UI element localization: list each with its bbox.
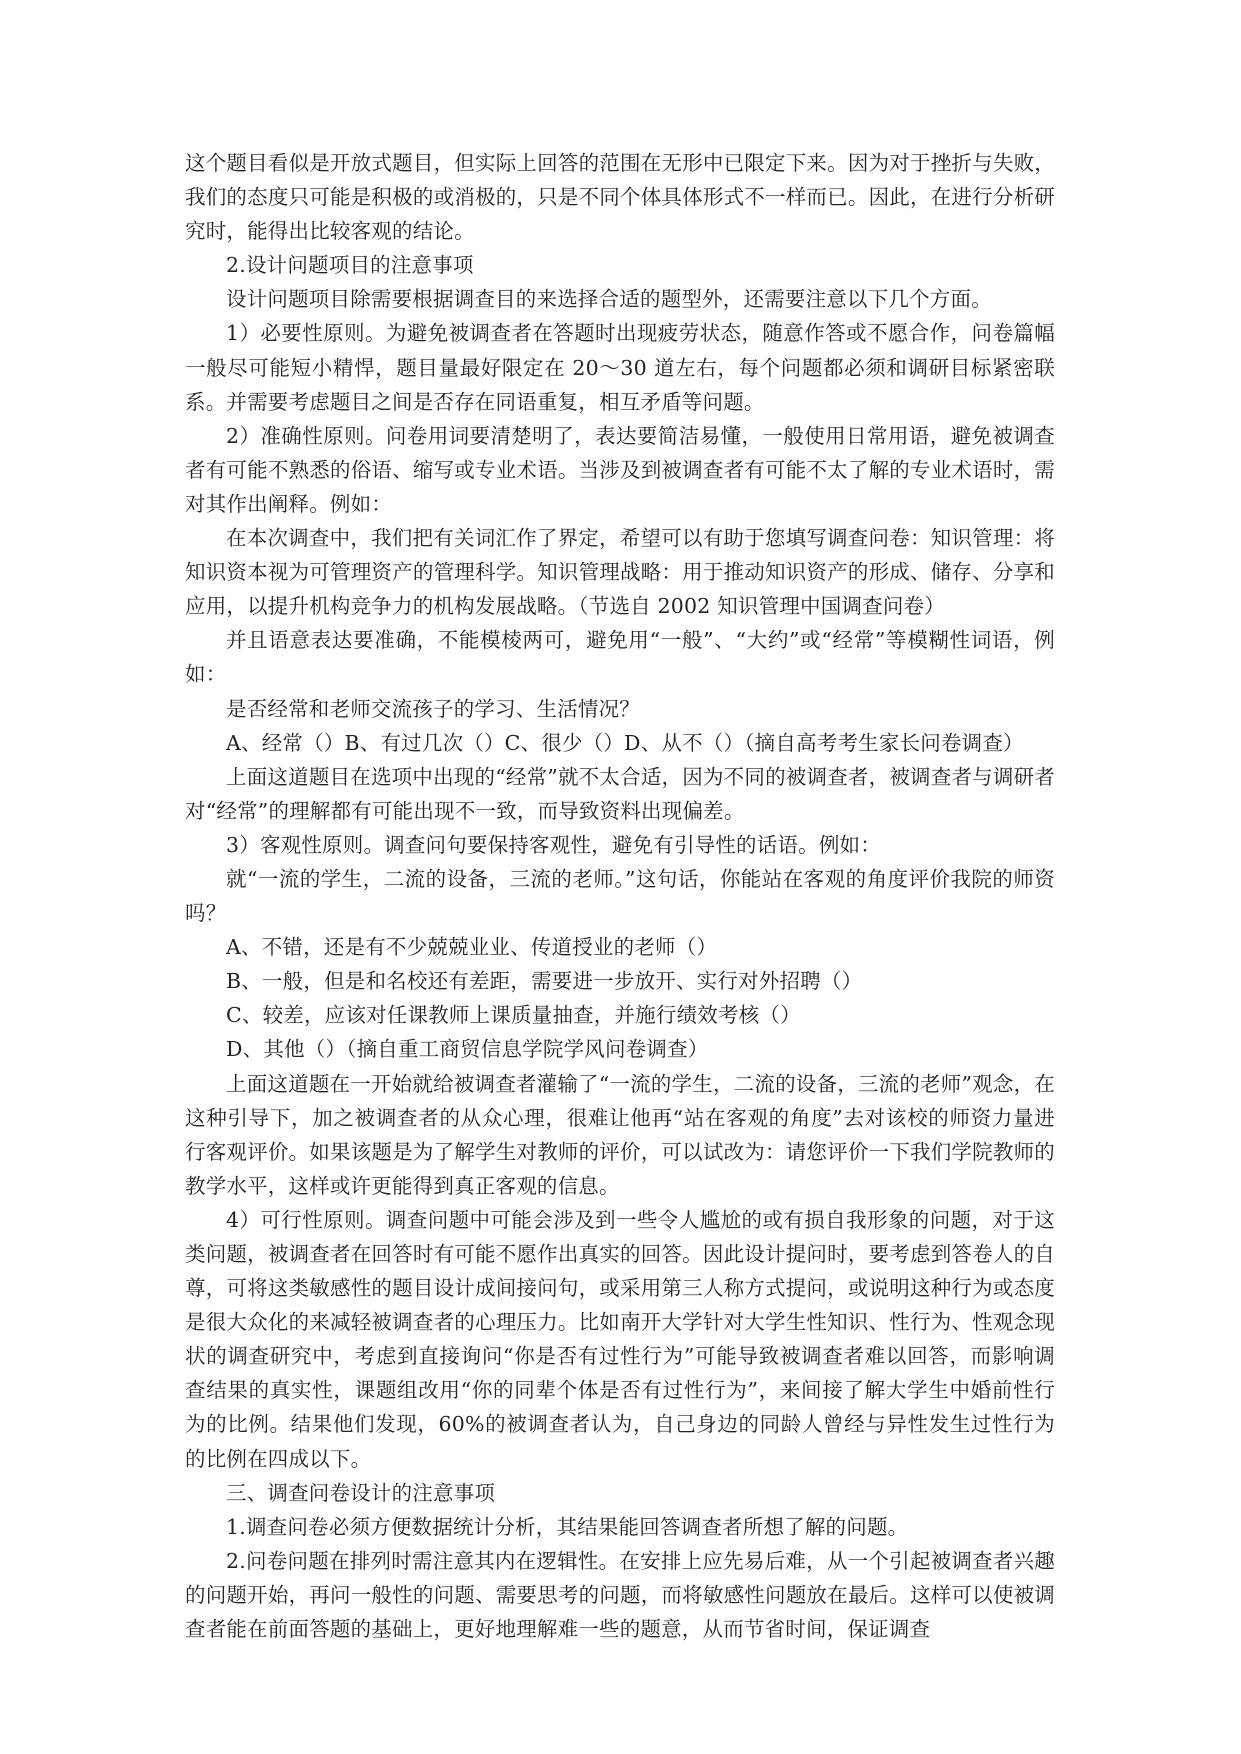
example-question: 是否经常和老师交流孩子的学习、生活情况？ bbox=[226, 696, 640, 721]
example-paragraph: 在本次调查中，我们把有关词汇作了界定，希望可以有助于您填写调查问卷：知识管理：将知识资本视为可管理资产的管理科学。知识管理战略：用于推动知识资产的形成、储存、分享和应用，以提升机构竞争力的机构发展战略。（节选自 2002 知识管理中国调查问卷） bbox=[185, 526, 1055, 619]
section-heading-2: 2.设计问题项目的注意事项 bbox=[226, 253, 474, 278]
principle-accuracy: 2）准确性原则。问卷用词要清楚明了，表达要简洁易懂，一般使用日常用语，避免被调查者有可能不熟悉的俗语、缩写或专业术语。当涉及到被调查者有可能不太了解的专业术语时，需对其作出阐释。例如： bbox=[185, 423, 1055, 516]
principle-feasibility: 4）可行性原则。调查问题中可能会涉及到一些令人尴尬的或有损自我形象的问题，对于这类问题，被调查者在回答时有可能不愿作出真实的回答。因此设计提问时，要考虑到答卷人的自尊，可将这类敏感性的题目设计成间接问句，或采用第三人称方式提问，或说明这种行为或态度是很大众化的来减轻被调查者的心理压力。比如南开大学针对大学生性知识、性行为、性观念现状的调查研究中，考虑到直接询问“你是否有过性行为”可能导致被调查者难以回答，而影响调查结果的真实性，课题组改用“你的同辈个体是否有过性行为”，来间接了解大学生中婚前性行为的比例。结果他们发现，60%的被调查者认为，自己身边的同龄人曾经与异性发生过性行为的比例在四成以下。 bbox=[185, 1207, 1055, 1471]
list-item-2: 2.问卷问题在排列时需注意其内在逻辑性。在安排上应先易后难，从一个引起被调查者兴趣的问题开始，再问一般性的问题、需要思考的问题，而将敏感性问题放在最后。这样可以使被调查者能在前面答题的基础上，更好地理解难一些的题意，从而节省时间，保证调查 bbox=[185, 1548, 1055, 1642]
section-heading-3: 三、调查问卷设计的注意事项 bbox=[226, 1480, 496, 1505]
example-option-b: B、一般，但是和名校还有差距，需要进一步放开、实行对外招聘（） bbox=[226, 969, 863, 994]
example-options: A、经常（）B、有过几次（）C、很少（）D、从不（）（摘自高考考生家长问卷调查） bbox=[226, 730, 1024, 755]
example-question: 就“一流的学生，二流的设备，三流的老师。”这句话，你能站在客观的角度评价我院的师资吗？ bbox=[185, 866, 1055, 926]
paragraph: 设计问题项目除需要根据调查目的来选择合适的题型外，还需要注意以下几个方面。 bbox=[226, 287, 992, 312]
principle-necessity: 1）必要性原则。为避免被调查者在答题时出现疲劳状态，随意作答或不愿合作，问卷篇幅一般尽可能短小精悍，题目量最好限定在 20～30 道左右，每个问题都必须和调研目标紧密联系。并需要考虑题目之间是否存在同语重复，相互矛盾等问题。 bbox=[185, 321, 1055, 414]
paragraph: 上面这道题在一开始就给被调查者灌输了“一流的学生，二流的设备，三流的老师”观念，在这种引导下，加之被调查者的从众心理，很难让他再“站在客观的角度”去对该校的师资力量进行客观评价。如果该题是为了解学生对教师的评价，可以试改为：请您评价一下我们学院教师的教学水平，这样或许更能得到真正客观的信息。 bbox=[185, 1071, 1055, 1198]
paragraph: 并且语意表达要准确，不能模棱两可，避免用“一般”、“大约”或“经常”等模糊性词语，例如： bbox=[185, 628, 1055, 687]
list-item-1: 1.调查问卷必须方便数据统计分析，其结果能回答调查者所想了解的问题。 bbox=[226, 1514, 909, 1539]
paragraph-continuation: 这个题目看似是开放式题目，但实际上回答的范围在无形中已限定下来。因为对于挫折与失败，我们的态度只可能是积极的或消极的，只是不同个体具体形式不一样而已。因此，在进行分析研究时，能得出比较客观的结论。 bbox=[185, 151, 1055, 244]
document-body bbox=[185, 146, 1055, 1646]
example-option-d: D、其他（）（摘自重工商贸信息学院学风问卷调查） bbox=[226, 1037, 709, 1062]
principle-objectivity: 3）客观性原则。调查问句要保持客观性，避免有引导性的话语。例如： bbox=[226, 832, 881, 857]
example-option-a: A、不错，还是有不少兢兢业业、传道授业的老师（） bbox=[226, 935, 718, 960]
paragraph: 上面这道题目在选项中出现的“经常”就不太合适，因为不同的被调查者，被调查者与调研者对“经常”的理解都有可能出现不一致，而导致资料出现偏差。 bbox=[185, 764, 1055, 823]
example-option-c: C、较差，应该对任课教师上课质量抽查，并施行绩效考核（） bbox=[226, 1003, 801, 1028]
